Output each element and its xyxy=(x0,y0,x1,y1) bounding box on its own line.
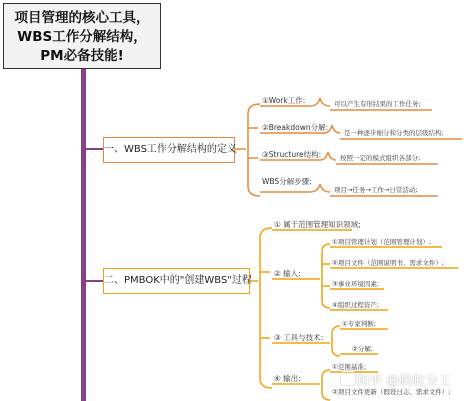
title-line-3: PM必备技能! xyxy=(40,48,124,64)
branch-wbs-definition[interactable]: 一、WBS工作分解结构的定义 xyxy=(103,137,235,163)
title-line-2: WBS工作分解结构， xyxy=(17,29,147,45)
item-breakdown-label: ②Breakdown分解: xyxy=(262,123,329,132)
input-item-3: ③事业环境因素; xyxy=(332,280,380,288)
output-item-2: ②项目文件更新（假设日志、需求文件）; xyxy=(332,388,451,396)
input-item-4: ④组织过程资产; xyxy=(332,301,380,309)
title-line-1: 项目管理的核心工具， xyxy=(14,10,150,26)
item-breakdown-detail: 是一种逐步细分和分类的层级结构; xyxy=(344,129,444,137)
watermark: 知乎 @蚂蚁分工 xyxy=(356,374,452,389)
item-work-detail: 可以产生有形结果的工作任务; xyxy=(334,100,421,108)
tool-item-1: ①专家判断; xyxy=(342,320,377,328)
item-tools-techniques-label: ③ 工具与技术: xyxy=(274,333,324,342)
spine-line xyxy=(81,69,86,401)
input-item-1: ①项目管理计划（范围管理计划）; xyxy=(332,238,432,246)
item-structure-detail: 按照一定的模式组织各部分; xyxy=(340,154,421,162)
input-item-2: ②项目文件（范围说明书、需求文件）; xyxy=(332,259,445,267)
item-wbs-steps-label: WBS分解步骤: xyxy=(262,177,312,186)
output-item-1: ①范围基准; xyxy=(332,363,367,371)
central-topic xyxy=(3,3,161,69)
zhihu-logo-icon xyxy=(341,371,355,385)
branch-pmbok-create-wbs[interactable]: 二、PMBOK中的"创建WBS"过程 xyxy=(103,268,250,294)
item-inputs-label: ② 输入: xyxy=(274,269,301,278)
tool-item-2: ②分解; xyxy=(352,345,374,353)
item-work-label: ①Work工作: xyxy=(262,96,306,105)
item-outputs-label: ④ 输出: xyxy=(274,374,301,383)
item-scope-knowledge-area: ① 属于范围管理知识领域; xyxy=(274,220,361,229)
item-wbs-steps-detail: 项目→任务→工作→日常活动; xyxy=(334,186,418,194)
item-structure-label: ③Structure结构: xyxy=(262,150,322,159)
